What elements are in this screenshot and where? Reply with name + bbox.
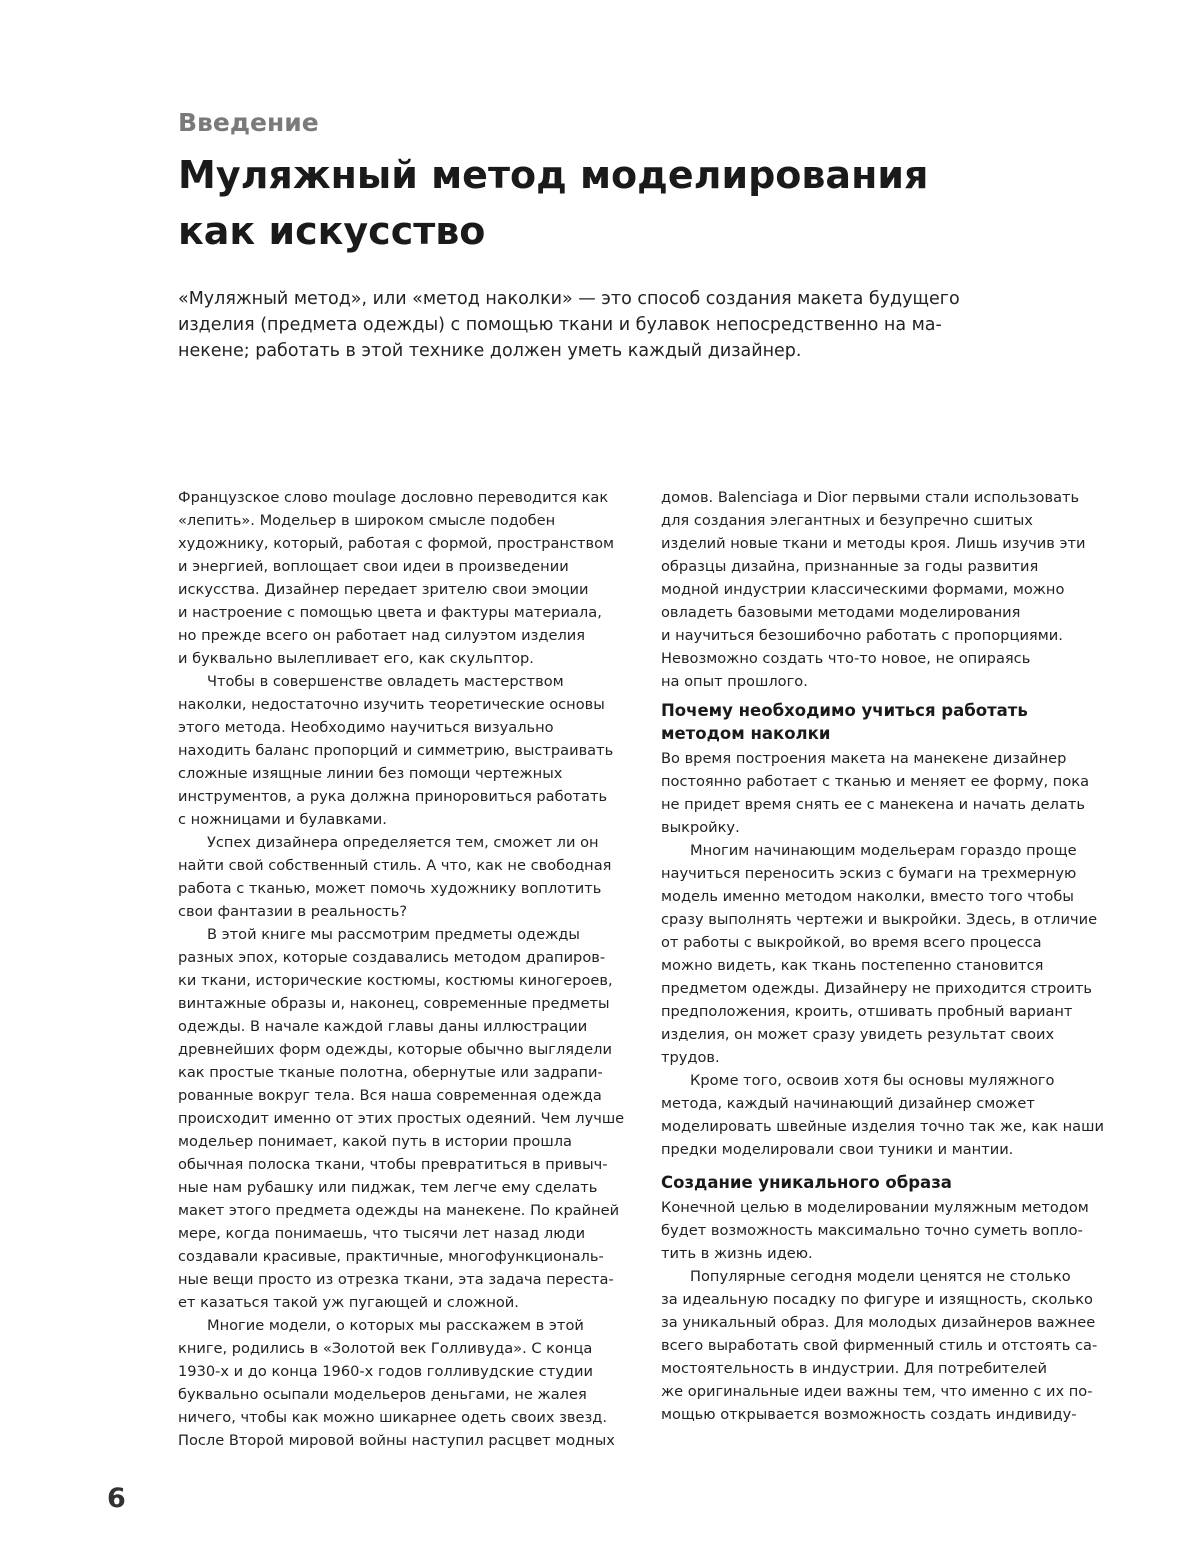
text-line: но прежде всего он работает над силуэтом изделия [178, 627, 586, 644]
text-line: свои фантазии в реальность? [178, 903, 408, 920]
text-line: искусства. Дизайнер передает зрителю свои эмоции [178, 581, 589, 598]
page-title-line: как искусство [178, 209, 486, 253]
text-line: Кроме того, освоив хотя бы основы муляжного [690, 1072, 1055, 1089]
text-line: от работы с выкройкой, во время всего процесса [661, 934, 1042, 951]
text-line: трудов. [661, 1049, 720, 1066]
lead-line: «Муляжный метод», или «метод наколки» — это способ создания макета будущего [178, 289, 960, 309]
text-line: сложные изящные линии без помощи чертежных [178, 765, 563, 782]
text-line: ные вещи просто из отрезка ткани, эта задача переста- [178, 1271, 614, 1288]
text-line: древнейших форм одежды, которые обычно выглядели [178, 1041, 612, 1058]
text-line: происходит именно от этих простых одеяний. Чем лучше [178, 1110, 625, 1127]
text-line: мощью открывается возможность создать индивиду- [661, 1406, 1077, 1423]
page-number: 6 [107, 1483, 126, 1514]
text-line: Многим начинающим модельерам гораздо проще [690, 842, 1077, 859]
text-line: и энергией, воплощает свои идеи в произведении [178, 558, 569, 575]
text-line: модной индустрии классическими формами, можно [661, 581, 1065, 598]
text-line: рованные вокруг тела. Вся наша современная одежда [178, 1087, 602, 1104]
text-line: предположения, кроить, отшивать пробный вариант [661, 1003, 1073, 1020]
text-line: Французское слово moulage дословно переводится как [178, 489, 609, 506]
text-line: Многие модели, о которых мы расскажем в этой [207, 1317, 584, 1334]
text-line: и настроение с помощью цвета и фактуры материала, [178, 604, 602, 621]
text-line: Чтобы в совершенстве овладеть мастерством [207, 673, 564, 690]
text-line: макет этого предмета одежды на манекене. По крайней [178, 1202, 620, 1219]
text-line: тить в жизнь идею. [661, 1245, 813, 1262]
text-line: Во время построения макета на манекене дизайнер [661, 750, 1067, 767]
lead-line: некене; работать в этой технике должен уметь каждый дизайнер. [178, 341, 802, 361]
section-heading-why-draping [661, 699, 1121, 745]
text-line: будет возможность максимально точно суметь вопло- [661, 1222, 1083, 1239]
section-body-unique-image [661, 1196, 1121, 1426]
text-line: метода, каждый начинающий дизайнер сможет [661, 1095, 1035, 1112]
text-line: образцы дизайна, признанные за годы развития [661, 558, 1039, 575]
text-line: моделировать швейные изделия точно так же, как наши [661, 1118, 1104, 1135]
text-line: художнику, который, работая с формой, пространством [178, 535, 615, 552]
text-line: сразу выполнять чертежи и выкройки. Здесь, в отличие [661, 911, 1098, 928]
text-line: изделия, он может сразу увидеть результат своих [661, 1026, 1055, 1043]
text-line: ничего, чтобы как можно шикарнее одеть своих звезд. [178, 1409, 607, 1426]
text-line: 1930-х и до конца 1960-х годов голливудские студии [178, 1363, 594, 1380]
section-kicker: Введение [178, 108, 319, 137]
text-line: же оригинальные идеи важны тем, что именно с их по- [661, 1383, 1093, 1400]
text-line: одежды. В начале каждой главы даны иллюстрации [178, 1018, 588, 1035]
text-line: Конечной целью в моделировании муляжным методом [661, 1199, 1089, 1216]
text-line: мостоятельность в индустрии. Для потребителей [661, 1360, 1047, 1377]
section-body-why-draping [661, 747, 1121, 1161]
text-line: модель именно методом наколки, вместо того чтобы [661, 888, 1074, 905]
text-line: разных эпох, которые создавались методом драпиров- [178, 949, 606, 966]
text-line: не придет время снять ее с манекена и начать делать [661, 796, 1086, 813]
text-line: предки моделировали свои туники и мантии. [661, 1141, 1014, 1158]
text-line: изделий новые ткани и методы кроя. Лишь изучив эти [661, 535, 1086, 552]
text-line: и буквально вылепливает его, как скульптор. [178, 650, 534, 667]
text-line: за уникальный образ. Для молодых дизайнеров важнее [661, 1314, 1096, 1331]
text-line: ет казаться такой уж пугающей и сложной. [178, 1294, 519, 1311]
text-line: наколки, недостаточно изучить теоретические основы [178, 696, 605, 713]
right-text-column [661, 486, 1121, 1426]
text-line: «лепить». Модельер в широком смысле подобен [178, 512, 556, 529]
text-line: инструментов, а рука должна приноровиться работать [178, 788, 608, 805]
text-line: как простые тканые полотна, обернутые или задрапи- [178, 1064, 603, 1081]
text-line: найти свой собственный стиль. А что, как не свободная [178, 857, 612, 874]
page-title [178, 147, 1138, 259]
text-line: для создания элегантных и безупречно сшитых [661, 512, 1033, 529]
lead-line: изделия (предмета одежды) с помощью ткани и булавок непосредственно на ма- [178, 315, 942, 335]
text-line: После Второй мировой войны наступил расцвет модных [178, 1432, 615, 1449]
text-line: ки ткани, исторические костюмы, костюмы киногероев, [178, 972, 613, 989]
text-line: домов. Balenciaga и Dior первыми стали использовать [661, 489, 1080, 506]
text-line: модельер понимает, какой путь в истории прошла [178, 1133, 572, 1150]
right-intro-paragraph [661, 486, 1121, 693]
text-line: этого метода. Необходимо научиться визуально [178, 719, 554, 736]
text-line: создавали красивые, практичные, многофункциональ- [178, 1248, 604, 1265]
text-line: предметом одежды. Дизайнеру не приходится строить [661, 980, 1092, 997]
section-heading-line: Почему необходимо учиться работать [661, 701, 1028, 720]
text-line: буквально осыпали модельеров деньгами, не жалея [178, 1386, 587, 1403]
section-heading-line: Создание уникального образа [661, 1173, 952, 1192]
text-line: на опыт прошлого. [661, 673, 808, 690]
text-line: выкройку. [661, 819, 740, 836]
text-line: и научиться безошибочно работать с пропорциями. [661, 627, 1063, 644]
text-line: научиться переносить эскиз с бумаги на трехмерную [661, 865, 1077, 882]
text-line: овладеть базовыми методами моделирования [661, 604, 1021, 621]
text-line: работа с тканью, может помочь художнику воплотить [178, 880, 602, 897]
text-line: обычная полоска ткани, чтобы превратиться в привыч- [178, 1156, 608, 1173]
section-heading-line: методом наколки [661, 724, 831, 743]
text-line: книге, родились в «Золотой век Голливуда». С конца [178, 1340, 593, 1357]
text-line: винтажные образы и, наконец, современные предметы [178, 995, 610, 1012]
text-line: Популярные сегодня модели ценятся не столько [690, 1268, 1071, 1285]
text-line: с ножницами и булавками. [178, 811, 387, 828]
text-line: за идеальную посадку по фигуре и изящность, сколько [661, 1291, 1093, 1308]
text-line: можно видеть, как ткань постепенно становится [661, 957, 1044, 974]
text-line: Невозможно создать что-то новое, не опираясь [661, 650, 1031, 667]
text-line: находить баланс пропорций и симметрию, выстраивать [178, 742, 614, 759]
section-heading-unique-image [661, 1171, 1121, 1194]
text-line: ные нам рубашку или пиджак, тем легче ему сделать [178, 1179, 598, 1196]
left-text-column [178, 486, 638, 1452]
text-line: В этой книге мы рассмотрим предметы одежды [207, 926, 580, 943]
page-title-line: Муляжный метод моделирования [178, 153, 929, 197]
text-line: всего выработать свой фирменный стиль и отстоять са- [661, 1337, 1098, 1354]
lead-paragraph [178, 286, 978, 364]
text-line: постоянно работает с тканью и меняет ее форму, пока [661, 773, 1090, 790]
text-line: Успех дизайнера определяется тем, сможет ли он [207, 834, 599, 851]
text-line: мере, когда понимаешь, что тысячи лет назад люди [178, 1225, 586, 1242]
